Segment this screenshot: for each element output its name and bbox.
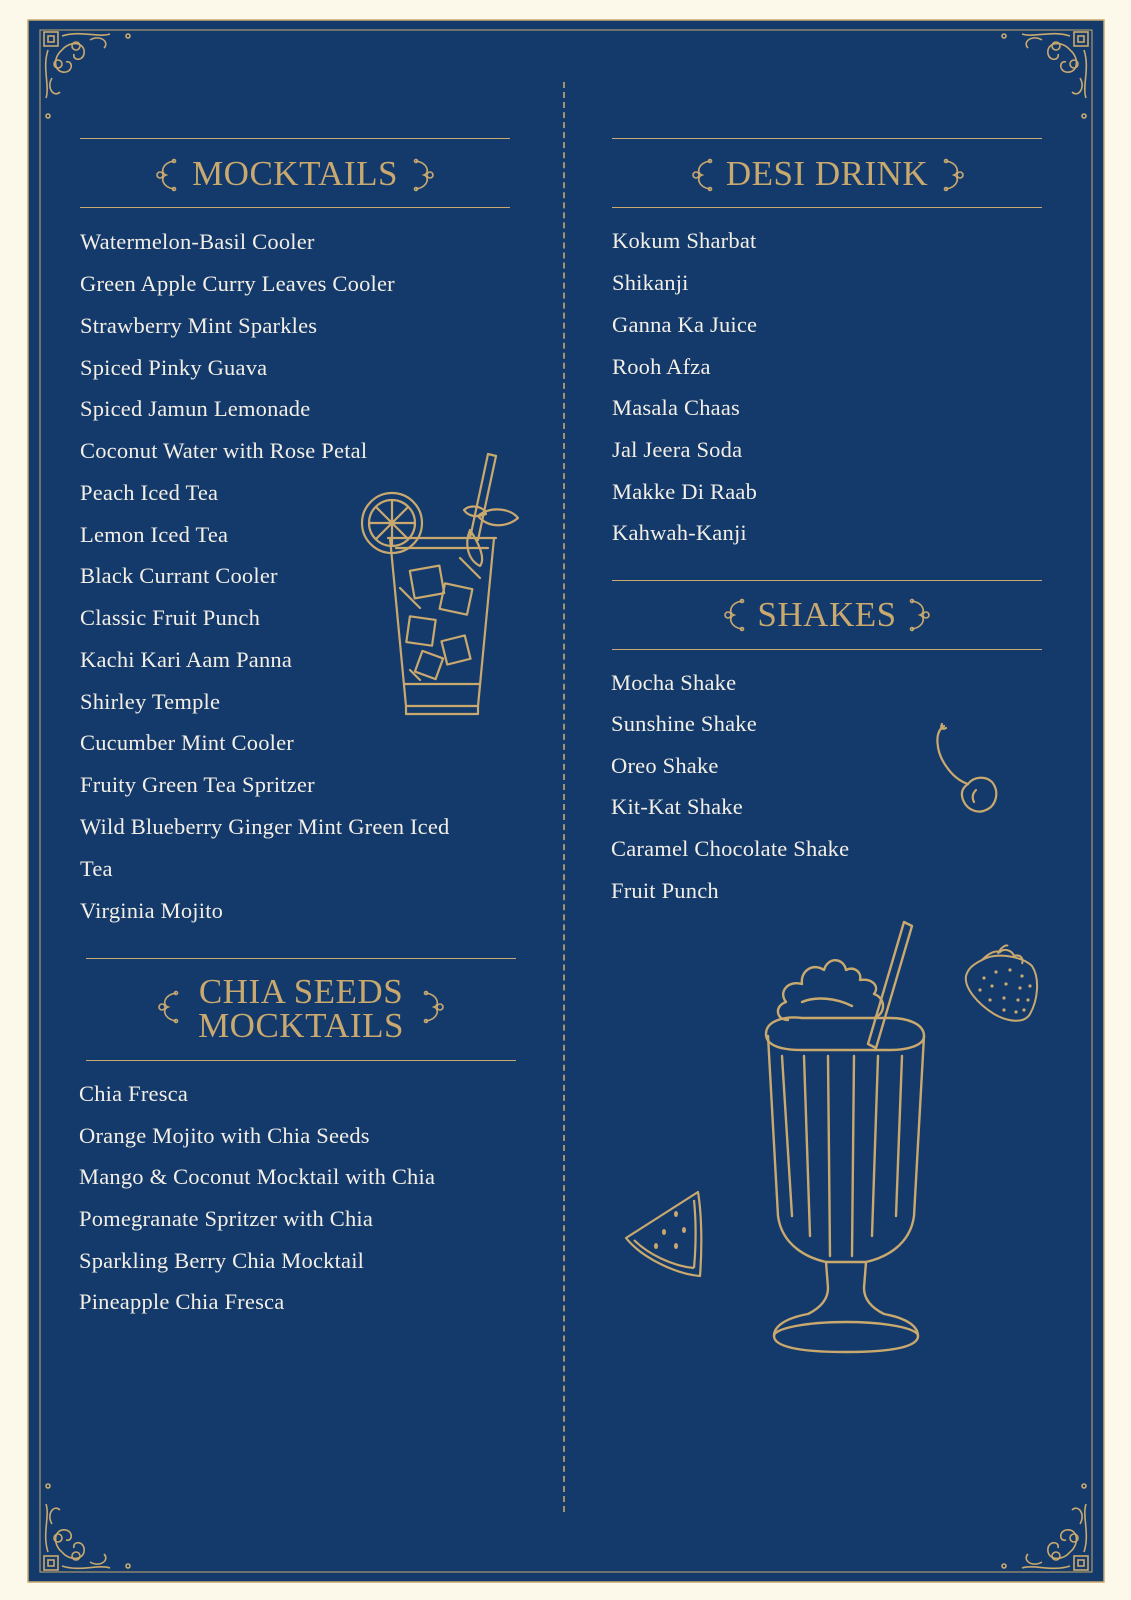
list-item: Spiced Pinky Guava <box>80 355 268 380</box>
list-item: Chia Fresca <box>79 1081 189 1106</box>
list-item: Classic Fruit Punch <box>80 605 261 630</box>
watermelon-slice-icon <box>620 1186 706 1282</box>
flourish-icon <box>152 157 180 193</box>
strawberry-icon <box>960 944 1044 1028</box>
list-item: Mango & Coconut Mocktail with Chia <box>79 1164 436 1189</box>
list-item: Strawberry Mint Sparkles <box>80 313 318 338</box>
list-item: Sparkling Berry Chia Mocktail <box>79 1248 365 1273</box>
list-item: Spiced Jamun Lemonade <box>80 396 311 421</box>
list-item: Rooh Afza <box>612 354 711 379</box>
list-item: Kokum Sharbat <box>612 228 757 253</box>
list-item: Kachi Kari Aam Panna <box>80 647 293 672</box>
flourish-icon <box>420 989 448 1025</box>
chia-title <box>182 972 420 1045</box>
rule-top <box>612 138 1042 139</box>
list-item: Fruit Punch <box>611 878 719 903</box>
list-item: Caramel Chocolate Shake <box>611 836 850 861</box>
list-item: Masala Chaas <box>612 395 740 420</box>
list-item: Tea <box>80 856 113 881</box>
chia-title-line2: MOCKTAILS <box>198 1006 404 1045</box>
flourish-icon <box>906 597 934 633</box>
list-item: Shikanji <box>612 270 689 295</box>
corner-ornament-icon <box>40 1464 150 1574</box>
flourish-icon <box>410 157 438 193</box>
shakes-title: SHAKES <box>757 595 897 634</box>
list-item: Virginia Mojito <box>80 898 224 923</box>
flourish-icon <box>154 989 182 1025</box>
list-item: Green Apple Curry Leaves Cooler <box>80 271 395 296</box>
rule-top <box>86 958 516 959</box>
flourish-icon <box>720 597 748 633</box>
chia-title-line1: CHIA SEEDS <box>198 972 404 1011</box>
list-item: Black Currant Cooler <box>80 563 278 588</box>
rule-top <box>80 138 510 139</box>
list-item: Pomegranate Spritzer with Chia <box>79 1206 374 1231</box>
rule-bottom <box>612 649 1042 650</box>
list-item: Sunshine Shake <box>611 711 757 736</box>
list-item: Makke Di Raab <box>612 479 758 504</box>
list-item: Wild Blueberry Ginger Mint Green Iced <box>80 814 450 839</box>
list-item: Peach Iced Tea <box>80 480 219 505</box>
list-item: Kahwah-Kanji <box>612 520 747 545</box>
flourish-icon <box>688 157 716 193</box>
list-item: Jal Jeera Soda <box>612 437 743 462</box>
rule-bottom <box>612 207 1042 208</box>
list-item: Kit-Kat Shake <box>611 794 743 819</box>
list-item: Cucumber Mint Cooler <box>80 730 294 755</box>
list-item: Pineapple Chia Fresca <box>79 1289 285 1314</box>
cocktail-glass-icon <box>360 448 530 723</box>
corner-ornament-icon <box>982 1464 1092 1574</box>
corner-ornament-icon <box>40 28 150 138</box>
list-item: Lemon Iced Tea <box>80 522 229 547</box>
rule-bottom <box>86 1060 516 1061</box>
list-item: Oreo Shake <box>611 753 719 778</box>
flourish-icon <box>940 157 968 193</box>
list-item: Ganna Ka Juice <box>612 312 758 337</box>
mocktails-title: MOCKTAILS <box>192 154 398 193</box>
list-item: Mocha Shake <box>611 670 737 695</box>
list-item: Orange Mojito with Chia Seeds <box>79 1123 370 1148</box>
corner-ornament-icon <box>982 28 1092 138</box>
list-item: Coconut Water with Rose Petal <box>80 438 368 463</box>
column-divider <box>563 82 565 1512</box>
cherry-icon <box>930 722 1004 826</box>
list-item: Fruity Green Tea Spritzer <box>80 772 315 797</box>
rule-top <box>612 580 1042 581</box>
desi-title: DESI DRINK <box>725 154 929 193</box>
list-item: Watermelon-Basil Cooler <box>80 229 315 254</box>
milkshake-glass-icon <box>756 916 936 1376</box>
list-item: Shirley Temple <box>80 689 221 714</box>
rule-bottom <box>80 207 510 208</box>
